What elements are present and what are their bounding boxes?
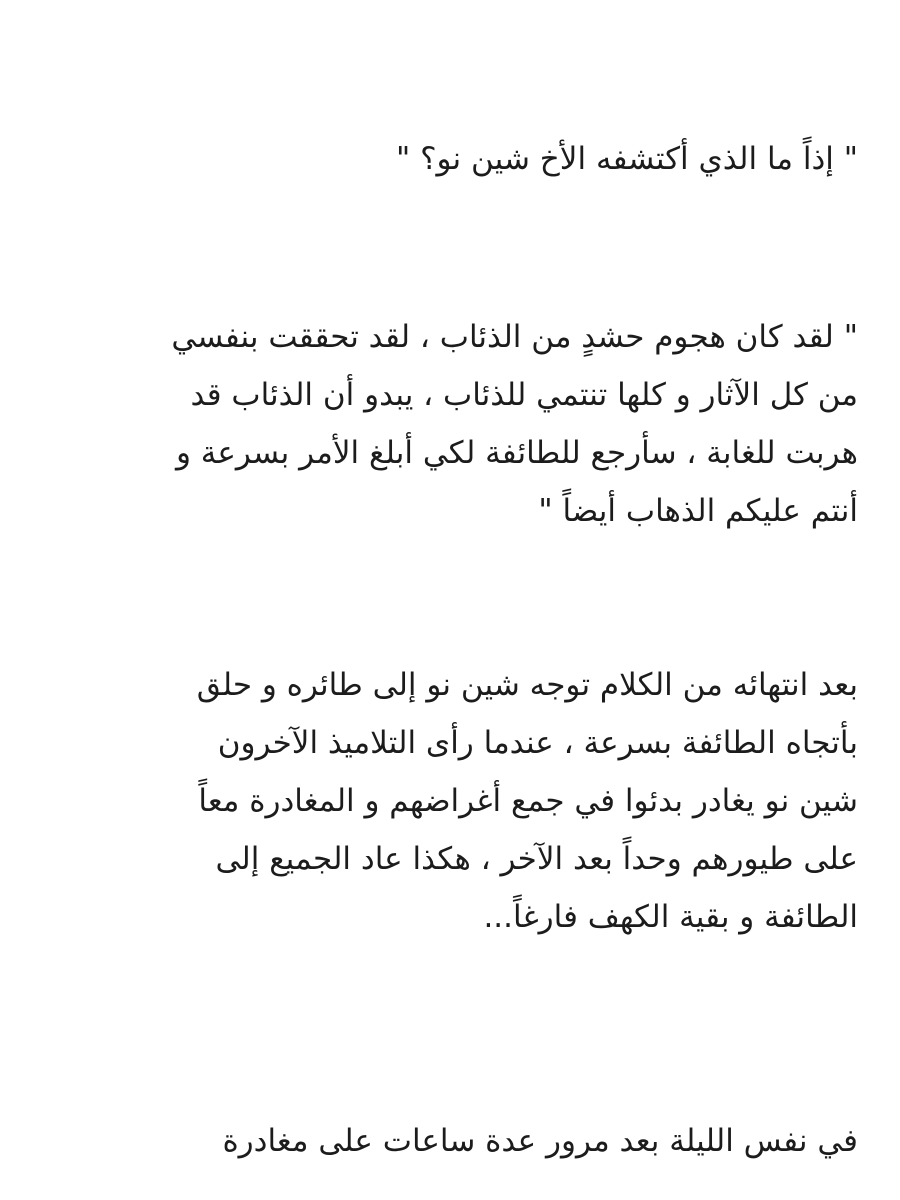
text-line: الطائفة و بقية الكهف فارغاً...	[483, 899, 858, 935]
scene-transition-paragraph	[68, 1112, 858, 1170]
text-line: " إذاً ما الذي أكتشفه الأخ شين نو؟ "	[395, 141, 858, 177]
dialogue-question-paragraph	[68, 130, 858, 188]
text-line: هربت للغابة ، سأرجع للطائفة لكي أبلغ الأمر بسرعة و	[175, 435, 858, 471]
narration-paragraph	[68, 656, 858, 946]
text-line: بعد انتهائه من الكلام توجه شين نو إلى طائره و حلق	[196, 667, 858, 703]
text-line: " لقد كان هجوم حشدٍ من الذئاب ، لقد تحققت بنفسي	[171, 319, 858, 355]
dialogue-answer-paragraph	[68, 308, 858, 540]
text-line: على طيورهم وحداً بعد الآخر ، هكذا عاد الجميع إلى	[215, 841, 858, 877]
text-line: أنتم عليكم الذهاب أيضاً "	[538, 493, 858, 529]
text-line: شين نو يغادر بدئوا في جمع أغراضهم و المغادرة معاً	[198, 783, 858, 819]
text-line: من كل الآثار و كلها تنتمي للذئاب ، يبدو أن الذئاب قد	[190, 377, 858, 413]
text-line: بأتجاه الطائفة بسرعة ، عندما رأى التلاميذ الآخرون	[217, 725, 858, 761]
text-line: في نفس الليلة بعد مرور عدة ساعات على مغادرة	[222, 1123, 858, 1159]
